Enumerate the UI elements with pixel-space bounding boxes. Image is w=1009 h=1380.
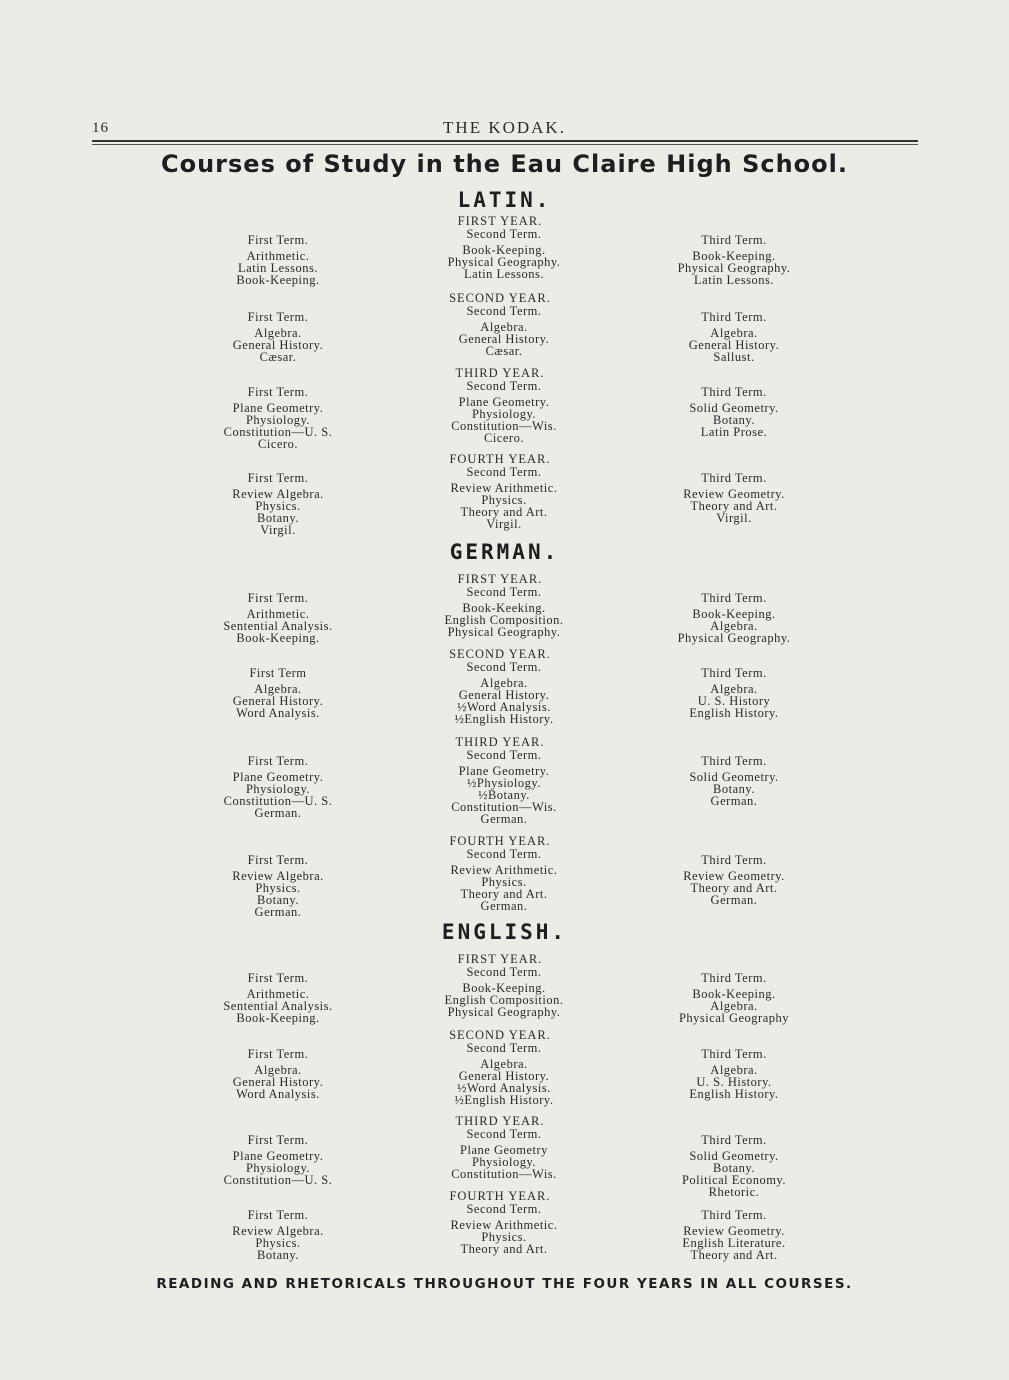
term-label: Second Term.: [466, 748, 542, 762]
subject-item: Plane Geometry.: [458, 395, 550, 409]
subject-item: Review Algebra.: [232, 1224, 324, 1238]
subject-item: Botany.: [257, 1248, 299, 1262]
year-label: FOURTH YEAR.: [449, 452, 551, 466]
year-label: FOURTH YEAR.: [449, 834, 551, 848]
subject-item: Physical Geography: [678, 1011, 790, 1025]
subject-item: Book-Keeping.: [462, 981, 546, 995]
subject-item: Botany.: [257, 893, 299, 907]
term-label: Second Term.: [466, 660, 542, 674]
subject-item: English Composition.: [444, 993, 564, 1007]
subject-item: Review Arithmetic.: [450, 863, 558, 877]
term-column: [148, 1209, 408, 1261]
subject-item: Review Algebra.: [232, 869, 324, 883]
page-header: [0, 118, 1009, 140]
term-column: [374, 586, 634, 638]
subject-item: Cicero.: [484, 431, 524, 445]
term-label: First Term.: [247, 310, 309, 324]
subject-item: U. S. History: [697, 694, 771, 708]
term-label: Third Term.: [701, 853, 767, 867]
subject-item: Sentential Analysis.: [223, 999, 333, 1013]
term-label: Second Term.: [466, 304, 542, 318]
term-label: Third Term.: [701, 233, 767, 247]
subject-item: Virgil.: [260, 523, 296, 537]
subject-item: Plane Geometry: [460, 1143, 548, 1157]
subject-item: English History.: [689, 1087, 779, 1101]
subject-item: General History.: [458, 688, 550, 702]
term-column: [374, 749, 634, 825]
subject-item: Physical Geography.: [677, 631, 791, 645]
term-column: [604, 755, 864, 807]
subject-item: Arithmetic.: [246, 987, 310, 1001]
subject-item: U. S. History.: [696, 1075, 772, 1089]
term-label: First Term.: [247, 1133, 309, 1147]
term-column: [374, 228, 634, 280]
section-heading: GERMAN.: [449, 540, 560, 564]
term-label: Third Term.: [701, 471, 767, 485]
subject-item: Constitution—Wis.: [451, 1167, 557, 1181]
term-column: [148, 854, 408, 918]
term-column: [374, 661, 634, 725]
subject-item: Book-Keeping.: [236, 1011, 320, 1025]
term-label: Third Term.: [701, 754, 767, 768]
header-rule: [92, 140, 918, 142]
subject-item: Latin Lessons.: [464, 267, 544, 281]
subject-item: ½Physiology.: [467, 776, 541, 790]
subject-item: Book-Keeking.: [462, 601, 546, 615]
subject-item: General History.: [232, 338, 324, 352]
subject-item: Latin Lessons.: [238, 261, 318, 275]
footer-note: READING AND RHETORICALS THROUGHOUT THE FOUR YEARS IN ALL COURSES.: [156, 1276, 853, 1292]
term-column: [148, 1048, 408, 1100]
year-label: SECOND YEAR.: [449, 1028, 551, 1042]
subject-item: Physiology.: [471, 1155, 537, 1169]
term-column: [604, 311, 864, 363]
subject-item: Virgil.: [716, 511, 752, 525]
subject-item: Solid Geometry.: [689, 1149, 779, 1163]
subject-item: English Composition.: [444, 613, 564, 627]
subject-item: Constitution—U. S.: [223, 1173, 333, 1187]
subject-item: Solid Geometry.: [689, 401, 779, 415]
year-label: THIRD YEAR.: [455, 366, 545, 380]
subject-item: Theory and Art.: [460, 887, 548, 901]
term-label: Second Term.: [466, 227, 542, 241]
subject-item: Algebra.: [480, 1057, 528, 1071]
subject-item: Book-Keeping.: [692, 249, 776, 263]
header-rule-thin: [92, 144, 918, 145]
term-column: [374, 380, 634, 444]
term-column: [148, 592, 408, 644]
subject-item: Word Analysis.: [236, 706, 320, 720]
term-column: [604, 1048, 864, 1100]
term-column: [374, 1128, 634, 1180]
subject-item: Physiology.: [245, 1161, 311, 1175]
subject-item: Solid Geometry.: [689, 770, 779, 784]
subject-item: General History.: [458, 1069, 550, 1083]
year-label: FIRST YEAR.: [457, 572, 543, 586]
term-label: Third Term.: [701, 310, 767, 324]
page-number: 16: [92, 120, 109, 136]
year-label: THIRD YEAR.: [455, 735, 545, 749]
subject-item: ½Word Analysis.: [457, 1081, 551, 1095]
subject-item: Theory and Art.: [460, 505, 548, 519]
subject-item: Algebra.: [254, 326, 302, 340]
subject-item: Plane Geometry.: [232, 401, 324, 415]
subject-item: Algebra.: [710, 682, 758, 696]
subject-item: Cæsar.: [259, 350, 297, 364]
term-label: Second Term.: [466, 1041, 542, 1055]
page-title: Courses of Study in the Eau Claire High School.: [160, 150, 848, 178]
term-label: Third Term.: [701, 591, 767, 605]
subject-item: Political Economy.: [681, 1173, 786, 1187]
term-column: [374, 466, 634, 530]
subject-item: Book-Keeping.: [462, 243, 546, 257]
subject-item: Physical Geography.: [677, 261, 791, 275]
subject-item: Cæsar.: [485, 344, 523, 358]
year-label: SECOND YEAR.: [449, 647, 551, 661]
subject-item: Botany.: [257, 511, 299, 525]
section-heading: ENGLISH.: [441, 920, 568, 944]
section-heading: LATIN.: [457, 188, 552, 212]
term-column: [148, 1134, 408, 1186]
term-column: [604, 1134, 864, 1198]
subject-item: Latin Prose.: [700, 425, 768, 439]
term-column: [604, 234, 864, 286]
subject-item: Rhetoric.: [708, 1185, 760, 1199]
subject-item: Physiology.: [245, 413, 311, 427]
subject-item: Algebra.: [254, 682, 302, 696]
subject-item: Plane Geometry.: [232, 1149, 324, 1163]
term-column: [604, 472, 864, 524]
subject-item: Constitution—Wis.: [451, 419, 557, 433]
subject-item: Algebra.: [254, 1063, 302, 1077]
term-label: First Term.: [247, 754, 309, 768]
term-label: First Term.: [247, 471, 309, 485]
subject-item: German.: [480, 899, 528, 913]
subject-item: Botany.: [713, 782, 755, 796]
term-column: [604, 667, 864, 719]
term-label: Third Term.: [701, 385, 767, 399]
year-label: FIRST YEAR.: [457, 952, 543, 966]
subject-item: Virgil.: [486, 517, 522, 531]
term-label: Third Term.: [701, 1208, 767, 1222]
term-label: First Term: [249, 666, 307, 680]
subject-item: Algebra.: [710, 619, 758, 633]
term-label: Third Term.: [701, 1047, 767, 1061]
subject-item: Theory and Art.: [460, 1242, 548, 1256]
subject-item: Arithmetic.: [246, 249, 310, 263]
subject-item: German.: [254, 806, 302, 820]
subject-item: ½English History.: [454, 1093, 554, 1107]
subject-item: Physics.: [481, 875, 527, 889]
term-column: [604, 972, 864, 1024]
subject-item: Review Geometry.: [683, 487, 785, 501]
term-column: [148, 234, 408, 286]
subject-item: Book-Keeping.: [692, 987, 776, 1001]
subject-item: Physics.: [255, 881, 301, 895]
term-label: First Term.: [247, 971, 309, 985]
subject-item: Review Arithmetic.: [450, 1218, 558, 1232]
subject-item: Sentential Analysis.: [223, 619, 333, 633]
subject-item: Physics.: [255, 1236, 301, 1250]
subject-item: General History.: [688, 338, 780, 352]
subject-item: Physiology.: [471, 407, 537, 421]
subject-item: General History.: [232, 1075, 324, 1089]
subject-item: German.: [254, 905, 302, 919]
year-label: FIRST YEAR.: [457, 214, 543, 228]
subject-item: Physics.: [255, 499, 301, 513]
subject-item: Physical Geography.: [447, 625, 561, 639]
term-column: [148, 311, 408, 363]
term-label: Second Term.: [466, 379, 542, 393]
subject-item: Theory and Art.: [690, 499, 778, 513]
term-column: [604, 854, 864, 906]
term-label: Second Term.: [466, 1202, 542, 1216]
subject-item: Theory and Art.: [690, 881, 778, 895]
subject-item: Cicero.: [258, 437, 298, 451]
term-column: [604, 1209, 864, 1261]
term-label: First Term.: [247, 853, 309, 867]
subject-item: Book-Keeping.: [236, 631, 320, 645]
subject-item: Physiology.: [245, 782, 311, 796]
subject-item: Algebra.: [710, 1063, 758, 1077]
subject-item: Plane Geometry.: [458, 764, 550, 778]
subject-item: Botany.: [713, 1161, 755, 1175]
subject-item: Book-Keeping.: [692, 607, 776, 621]
term-column: [374, 966, 634, 1018]
subject-item: Arithmetic.: [246, 607, 310, 621]
subject-item: Constitution—U. S.: [223, 425, 333, 439]
running-head: THE KODAK.: [443, 118, 566, 137]
term-column: [148, 386, 408, 450]
subject-item: Physical Geography.: [447, 255, 561, 269]
term-label: First Term.: [247, 1208, 309, 1222]
year-label: THIRD YEAR.: [455, 1114, 545, 1128]
subject-item: ½English History.: [454, 712, 554, 726]
term-label: Third Term.: [701, 1133, 767, 1147]
term-label: Second Term.: [466, 1127, 542, 1141]
term-column: [148, 972, 408, 1024]
year-label: FOURTH YEAR.: [449, 1189, 551, 1203]
subject-item: Constitution—Wis.: [451, 800, 557, 814]
term-column: [374, 848, 634, 912]
term-label: First Term.: [247, 385, 309, 399]
subject-item: Review Arithmetic.: [450, 481, 558, 495]
term-column: [374, 305, 634, 357]
subject-item: Physical Geography.: [447, 1005, 561, 1019]
term-column: [148, 667, 408, 719]
term-column: [148, 755, 408, 819]
subject-item: German.: [480, 812, 528, 826]
subject-item: Book-Keeping.: [236, 273, 320, 287]
year-label: SECOND YEAR.: [449, 291, 551, 305]
term-column: [374, 1203, 634, 1255]
subject-item: Word Analysis.: [236, 1087, 320, 1101]
subject-item: General History.: [232, 694, 324, 708]
subject-item: Review Geometry.: [683, 869, 785, 883]
term-column: [604, 386, 864, 438]
term-label: First Term.: [247, 591, 309, 605]
subject-item: English Literature.: [682, 1236, 786, 1250]
term-label: First Term.: [247, 1047, 309, 1061]
term-label: Second Term.: [466, 965, 542, 979]
term-column: [374, 1042, 634, 1106]
subject-item: Plane Geometry.: [232, 770, 324, 784]
subject-item: Theory and Art.: [690, 1248, 778, 1262]
subject-item: Review Algebra.: [232, 487, 324, 501]
subject-item: Botany.: [713, 413, 755, 427]
subject-item: Algebra.: [710, 326, 758, 340]
term-label: Second Term.: [466, 847, 542, 861]
subject-item: Algebra.: [480, 676, 528, 690]
subject-item: Physics.: [481, 1230, 527, 1244]
term-label: Second Term.: [466, 585, 542, 599]
subject-item: Physics.: [481, 493, 527, 507]
subject-item: Sallust.: [713, 350, 755, 364]
term-column: [604, 592, 864, 644]
subject-item: Algebra.: [710, 999, 758, 1013]
subject-item: ½Botany.: [478, 788, 530, 802]
term-label: Third Term.: [701, 971, 767, 985]
subject-item: German.: [710, 794, 758, 808]
term-label: Second Term.: [466, 465, 542, 479]
term-column: [148, 472, 408, 536]
subject-item: Latin Lessons.: [694, 273, 774, 287]
subject-item: English History.: [689, 706, 779, 720]
term-label: Third Term.: [701, 666, 767, 680]
subject-item: Constitution—U. S.: [223, 794, 333, 808]
subject-item: Review Geometry.: [683, 1224, 785, 1238]
subject-item: German.: [710, 893, 758, 907]
subject-item: Algebra.: [480, 320, 528, 334]
subject-item: General History.: [458, 332, 550, 346]
term-label: First Term.: [247, 233, 309, 247]
subject-item: ½Word Analysis.: [457, 700, 551, 714]
